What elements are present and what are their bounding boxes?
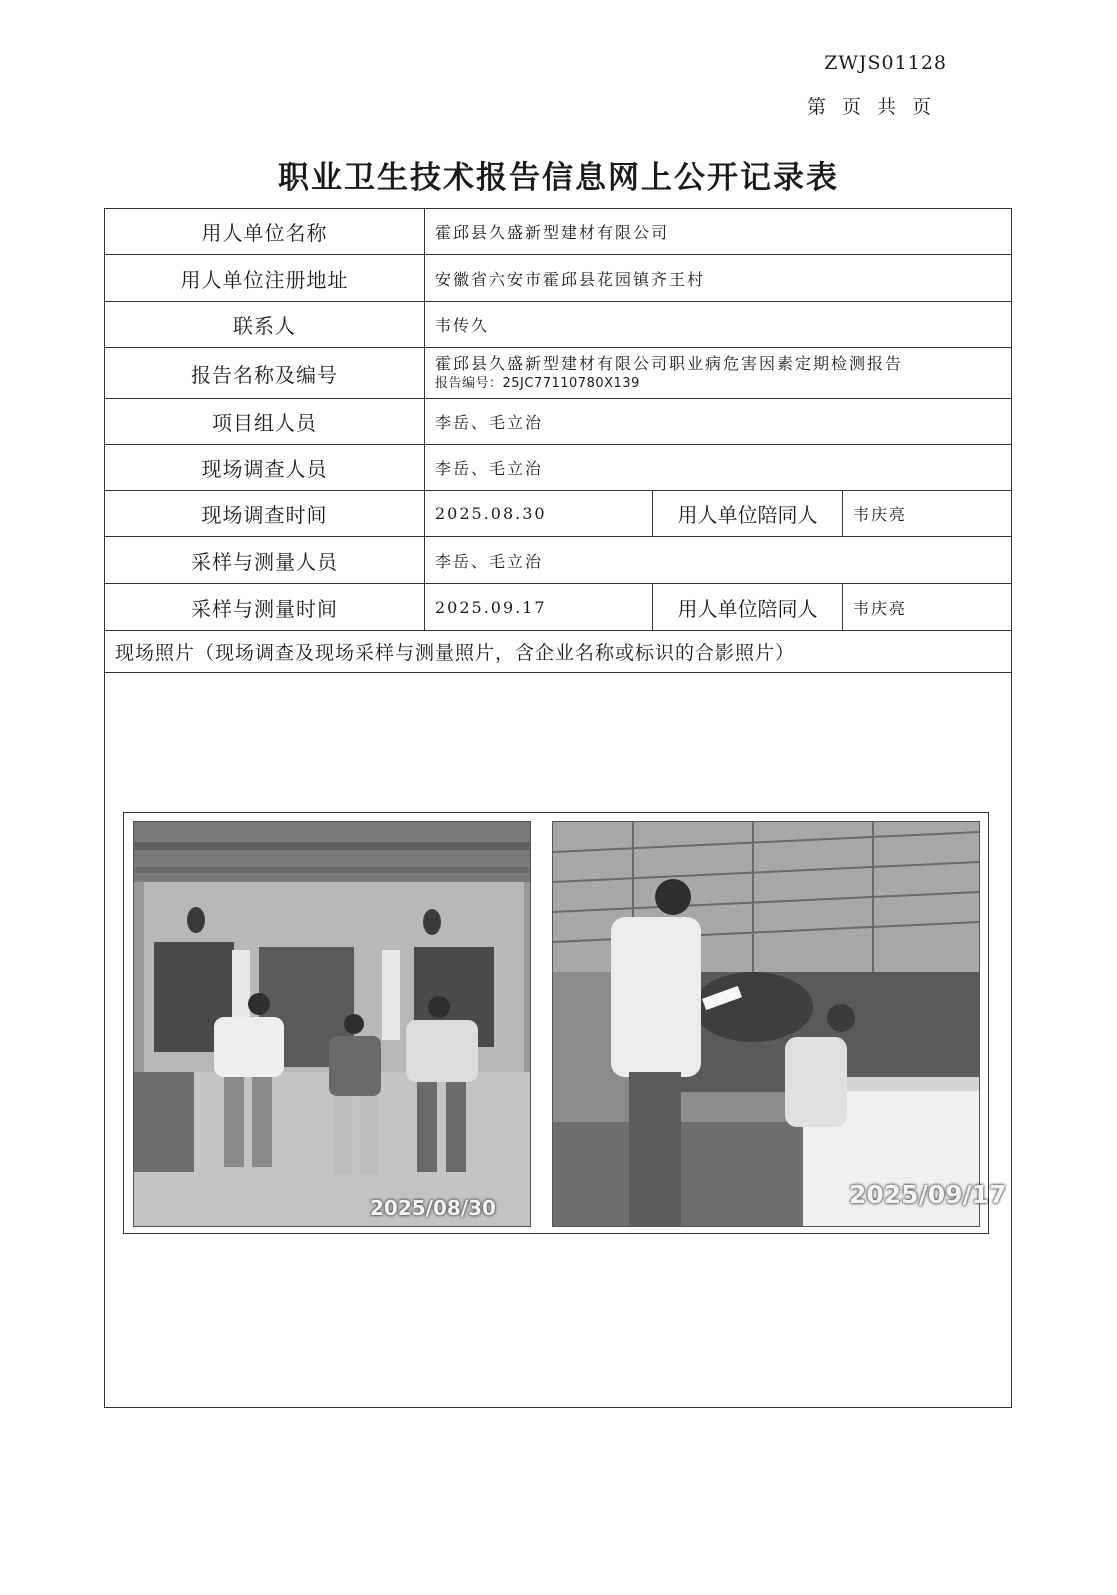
photos-header: 现场照片（现场调查及现场采样与测量照片，含企业名称或标识的合影照片） (105, 631, 1012, 673)
document-title: 职业卫生技术报告信息网上公开记录表 (278, 160, 839, 196)
survey-escort-value: 韦庆亮 (843, 491, 1012, 537)
site-survey-photo (133, 821, 531, 1227)
photo-frame (123, 812, 1007, 1234)
contact-label: 联系人 (105, 302, 425, 348)
report-number: 报告编号：25JC77110780X139 (435, 376, 640, 391)
sampling-time-value: 2025.09.17 (425, 584, 653, 631)
report-value (425, 348, 1012, 399)
photo-timestamp: 2025/09/17 (849, 1180, 1007, 1209)
address-value: 安徽省六安市霍邱县花园镇齐王村 (425, 255, 1012, 302)
sampling-escort-value: 韦庆亮 (843, 584, 1012, 631)
employer-name-label: 用人单位名称 (105, 209, 425, 255)
employer-name-value: 霍邱县久盛新型建材有限公司 (425, 209, 1012, 255)
report-label: 报告名称及编号 (105, 348, 425, 399)
survey-time-label: 现场调查时间 (105, 491, 425, 537)
row-photos-header (105, 631, 1012, 673)
row-employer-name (105, 209, 1012, 255)
row-survey-time (105, 491, 1012, 537)
site-survey-photo-image (134, 822, 530, 1226)
row-report (105, 348, 1012, 399)
row-survey-staff (105, 445, 1012, 491)
sampling-staff-value: 李岳、毛立治 (425, 537, 1012, 584)
sampling-staff-label: 采样与测量人员 (105, 537, 425, 584)
address-label: 用人单位注册地址 (105, 255, 425, 302)
sampling-escort-label: 用人单位陪同人 (653, 584, 843, 631)
row-sampling-staff (105, 537, 1012, 584)
photo-timestamp: 2025/08/30 (370, 1196, 496, 1220)
row-sampling-time (105, 584, 1012, 631)
survey-escort-label: 用人单位陪同人 (653, 491, 843, 537)
row-address (105, 255, 1012, 302)
survey-staff-value: 李岳、毛立治 (425, 445, 1012, 491)
sampling-photo (552, 821, 1007, 1227)
contact-value: 韦传久 (425, 302, 1012, 348)
page-indicator: 第页共页 (806, 96, 947, 118)
sampling-photo-image (553, 822, 979, 1226)
survey-time-value: 2025.08.30 (425, 491, 653, 537)
team-value: 李岳、毛立治 (425, 399, 1012, 445)
report-name: 霍邱县久盛新型建材有限公司职业病危害因素定期检测报告 (435, 354, 904, 373)
team-label: 项目组人员 (105, 399, 425, 445)
document-code: ZWJS01128 (824, 52, 947, 74)
row-contact (105, 302, 1012, 348)
row-team (105, 399, 1012, 445)
sampling-time-label: 采样与测量时间 (105, 584, 425, 631)
survey-staff-label: 现场调查人员 (105, 445, 425, 491)
